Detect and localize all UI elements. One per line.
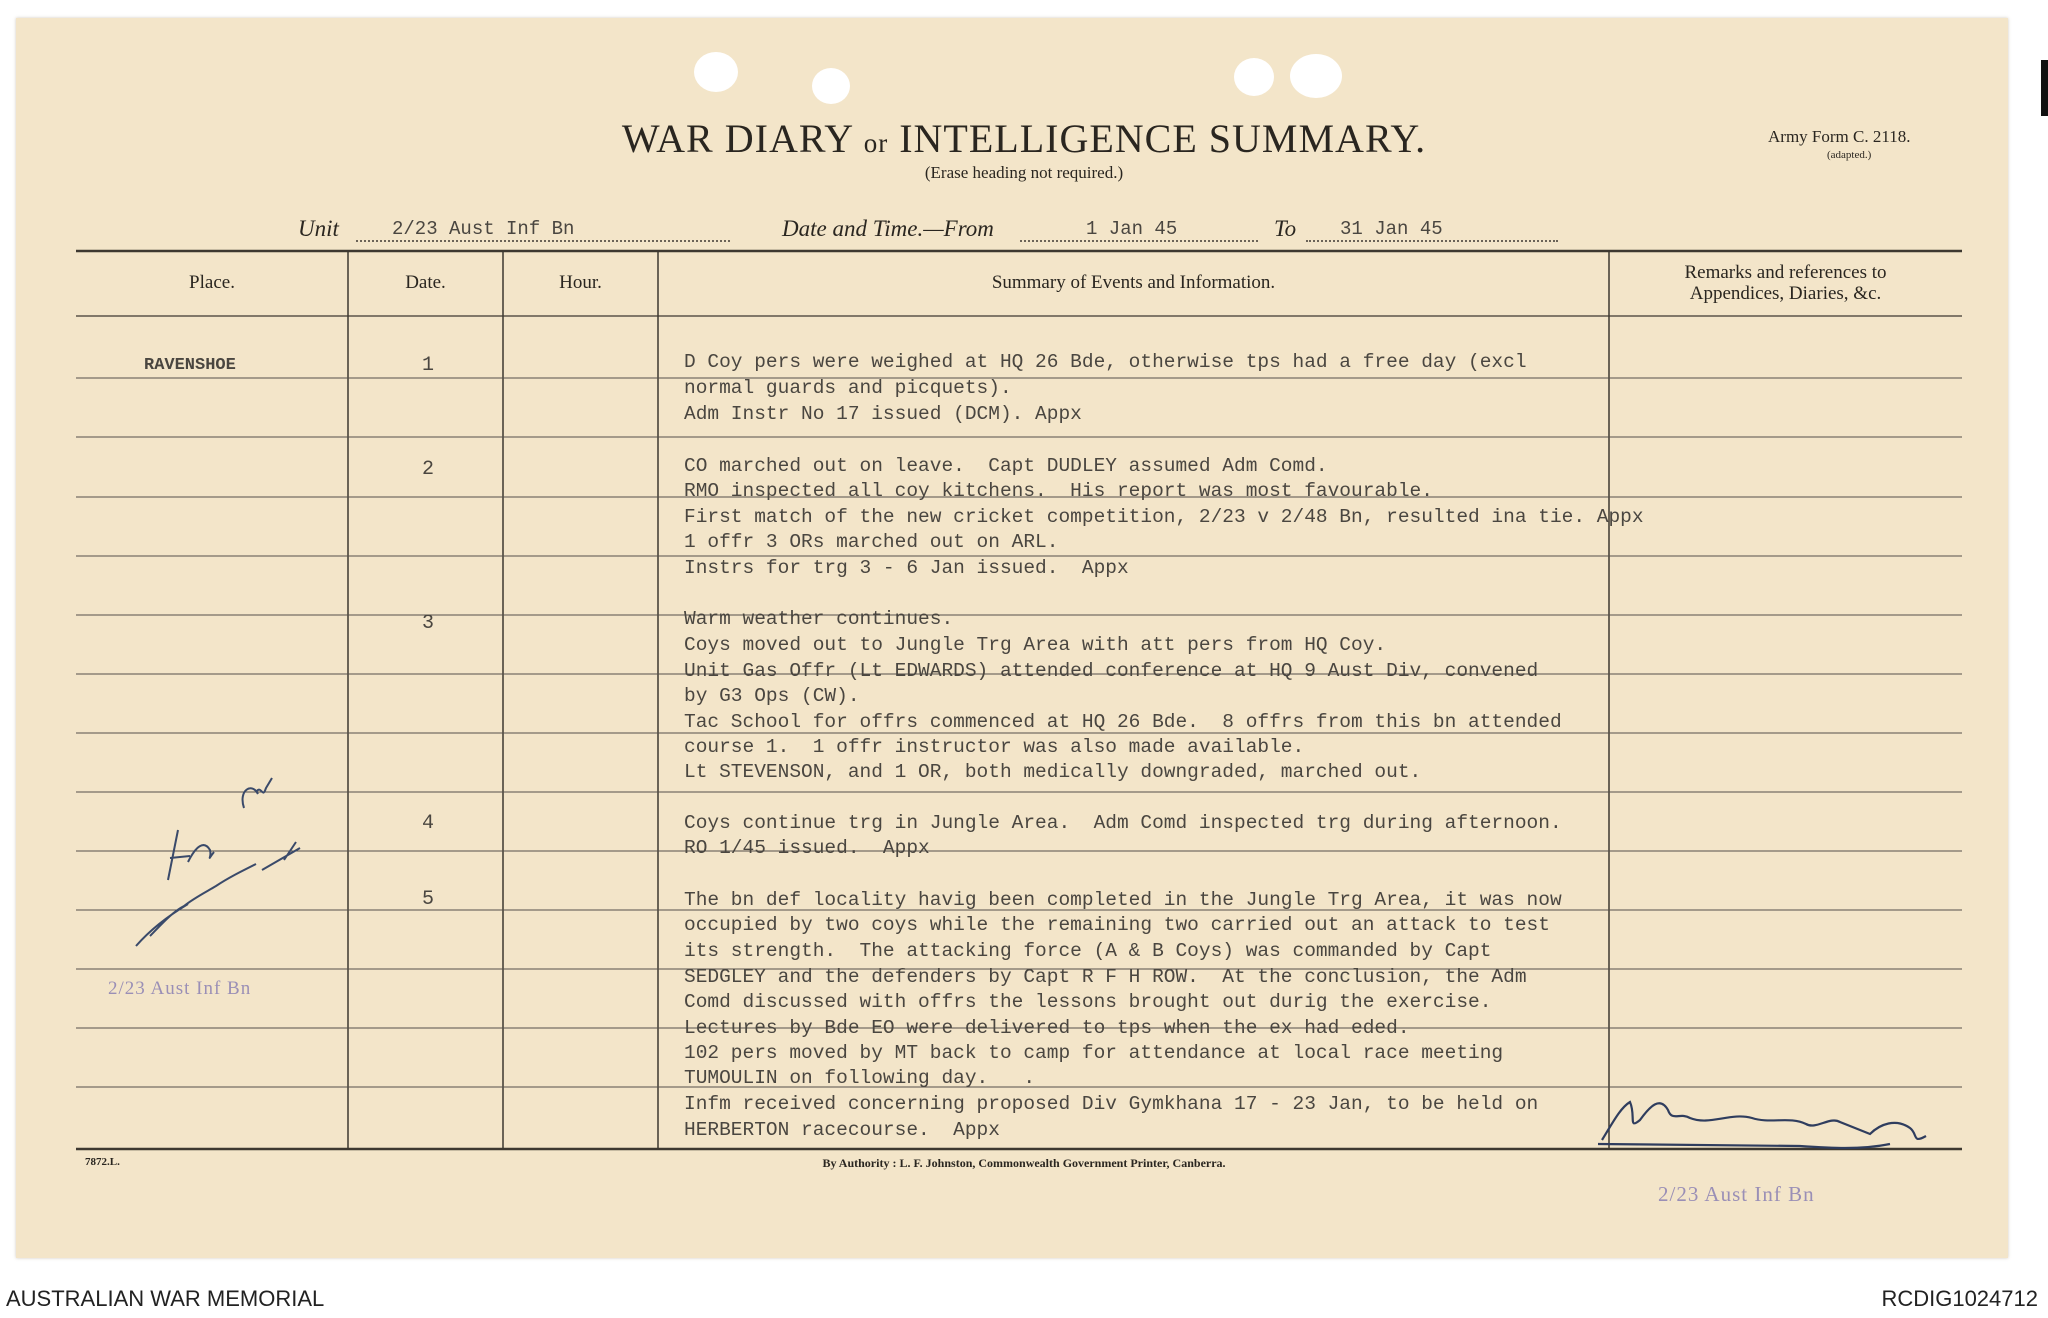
summary-line: course 1. 1 offr instructor was also made available.: [684, 736, 1305, 758]
summary-line: RMO inspected all coy kitchens. His report was most favourable.: [684, 480, 1433, 502]
header-remarks: [1609, 262, 1962, 304]
summary-line: its strength. The attacking force (A & B Coys) was commanded by Capt: [684, 940, 1492, 962]
archive-institution: AUSTRALIAN WAR MEMORIAL: [6, 1286, 325, 1311]
header-summary: Summary of Events and Information.: [991, 272, 1276, 293]
edge-marker: [2041, 60, 2048, 116]
signature: [1598, 1102, 1926, 1148]
header-hour: Hour.: [559, 272, 602, 293]
summary-line: Infm received concerning proposed Div Gymkhana 17 - 23 Jan, to be held on: [684, 1093, 1539, 1115]
summary-line: First match of the new cricket competition, 2/23 v 2/48 Bn, resulted ina tie. Appx: [684, 506, 1644, 528]
summary-line: RO 1/45 issued. Appx: [684, 837, 930, 859]
header-place: Place.: [189, 272, 235, 293]
form-number-sub: (adapted.): [1827, 149, 1872, 161]
summary-line: Coys continue trg in Jungle Area. Adm Comd inspected trg during afternoon.: [684, 812, 1562, 834]
summary-line: 1 offr 3 ORs marched out on ARL.: [684, 531, 1059, 553]
summary-line: D Coy pers were weighed at HQ 26 Bde, otherwise tps had a free day (excl: [684, 351, 1527, 373]
summary-line: by G3 Ops (CW).: [684, 685, 860, 707]
unit-stamp: 2/23 Aust Inf Bn: [108, 978, 252, 999]
header-remarks-line1: Remarks and references to: [1684, 262, 1887, 283]
date-label: Date and Time.—From: [782, 216, 994, 241]
summary-line: 102 pers moved by MT back to camp for attendance at local race meeting: [684, 1042, 1504, 1064]
date-to: 31 Jan 45: [1306, 218, 1558, 242]
summary-line: The bn def locality havig been completed in the Jungle Trg Area, it was now: [684, 889, 1562, 911]
date-cell: 4: [421, 812, 434, 835]
form-number: Army Form C. 2118.: [1768, 127, 1911, 146]
summary-line: Lectures by Bde EO were delivered to tps when the ex had eded.: [684, 1017, 1410, 1039]
summary-line: Unit Gas Offr (Lt EDWARDS) attended conference at HQ 9 Aust Div, convened: [684, 660, 1539, 682]
summary-line: occupied by two coys while the remaining two carried out an attack to test: [684, 914, 1550, 936]
archive-reference: RCDIG1024712: [1881, 1286, 2038, 1311]
date-cell: 3: [421, 612, 434, 635]
date-cell: 1: [421, 354, 434, 377]
title-part-a: WAR DIARY: [621, 116, 853, 161]
unit-label: Unit: [298, 216, 339, 241]
header-date: Date.: [405, 272, 446, 293]
date-cell: 2: [421, 458, 434, 481]
unit-stamp: 2/23 Aust Inf Bn: [1658, 1182, 1815, 1206]
title-or: or: [863, 128, 889, 158]
summary-line: TUMOULIN on following day. .: [684, 1067, 1036, 1089]
unit-value: 2/23 Aust Inf Bn: [356, 218, 730, 242]
printer-authority: By Authority : L. F. Johnston, Commonwealth Government Printer, Canberra.: [822, 1156, 1226, 1170]
title-part-b: INTELLIGENCE SUMMARY.: [899, 116, 1427, 161]
page-subtitle: (Erase heading not required.): [924, 163, 1124, 182]
summary-line: Coys moved out to Jungle Trg Area with att pers from HQ Coy.: [684, 634, 1387, 656]
summary-line: Lt STEVENSON, and 1 OR, both medically downgraded, marched out.: [684, 761, 1422, 783]
header-remarks-line2: Appendices, Diaries, &c.: [1689, 283, 1882, 304]
summary-line: Warm weather continues.: [684, 608, 954, 630]
summary-line: SEDGLEY and the defenders by Capt R F H ROW. At the conclusion, the Adm: [684, 966, 1527, 988]
date-from: 1 Jan 45: [1020, 218, 1258, 242]
summary-line: Comd discussed with offrs the lessons brought out durig the exercise.: [684, 991, 1492, 1013]
to-label: To: [1274, 216, 1297, 241]
summary-line: CO marched out on leave. Capt DUDLEY assumed Adm Comd.: [684, 455, 1328, 477]
summary-line: Instrs for trg 3 - 6 Jan issued. Appx: [684, 557, 1129, 579]
summary-line: Adm Instr No 17 issued (DCM). Appx: [684, 403, 1082, 425]
summary-line: normal guards and picquets).: [684, 377, 1012, 399]
print-code: 7872.L.: [85, 1156, 120, 1168]
place-entry: RAVENSHOE: [144, 356, 236, 375]
date-cell: 5: [421, 888, 434, 911]
handwritten-notes: [136, 778, 300, 946]
summary-line: HERBERTON racecourse. Appx: [684, 1119, 1000, 1141]
summary-line: Tac School for offrs commenced at HQ 26 Bde. 8 offrs from this bn attended: [684, 711, 1562, 733]
